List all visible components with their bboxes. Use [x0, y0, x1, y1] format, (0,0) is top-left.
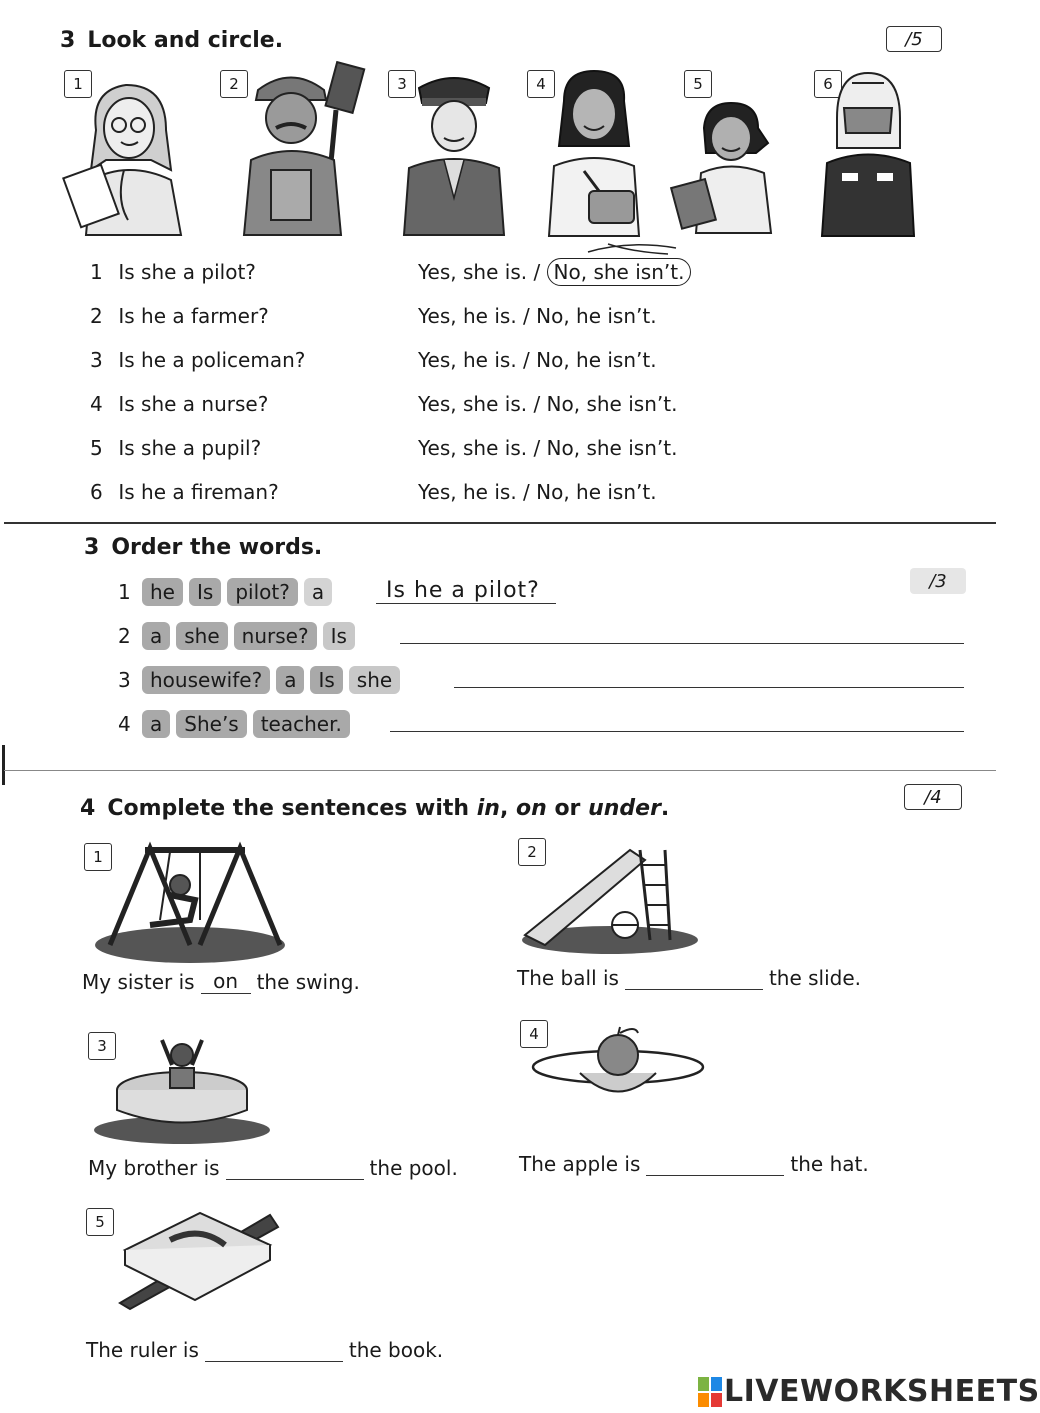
- liveworksheets-logo-icon: [698, 1377, 722, 1407]
- sentence-2-blank[interactable]: [625, 966, 763, 990]
- section1-score: /5: [886, 26, 942, 52]
- section2-number: 3: [84, 535, 100, 560]
- question-2-text: Is he a farmer?: [118, 304, 269, 328]
- answer-1: [418, 260, 691, 284]
- word-or: or: [546, 796, 589, 821]
- word-chip: teacher.: [253, 710, 350, 738]
- word-chip: housewife?: [142, 666, 270, 694]
- word-on: on: [516, 796, 547, 821]
- sentence-5-before: The ruler is: [86, 1338, 199, 1362]
- answer-6[interactable]: Yes, he is. / No, he isn’t.: [418, 480, 657, 504]
- section2-title: Order the words.: [111, 535, 323, 560]
- answer-1-no-circled[interactable]: No, she isn’t.: [547, 258, 692, 286]
- order-row-2-number: 2: [118, 624, 131, 648]
- order-answer-3[interactable]: [454, 662, 964, 688]
- word-chip: a: [304, 578, 332, 606]
- section1-number: 3: [60, 28, 76, 53]
- sentence-5: [86, 1338, 443, 1362]
- word-chip: Is: [189, 578, 221, 606]
- order-row-2: [118, 622, 361, 650]
- item-label-3: 3: [88, 1032, 116, 1060]
- brand-text: LIVEWORKSHEETS: [724, 1374, 1040, 1409]
- check-mark: [588, 242, 678, 256]
- picture-label-6: 6: [814, 70, 842, 98]
- word-chip: a: [276, 666, 304, 694]
- nurse-illustration: [66, 70, 191, 235]
- order-row-4-number: 4: [118, 712, 131, 736]
- sentence-2-after: the slide.: [768, 966, 862, 990]
- word-chip: she: [349, 666, 400, 694]
- sentence-2: [517, 966, 861, 990]
- item-label-2: 2: [518, 838, 546, 866]
- item-label-4: 4: [520, 1020, 548, 1048]
- section3-title-pre: Complete the sentences with: [107, 796, 477, 821]
- question-6: [90, 480, 279, 504]
- answer-2[interactable]: Yes, he is. / No, he isn’t.: [418, 304, 657, 328]
- word-in: in: [476, 796, 500, 821]
- word-chip: she: [176, 622, 227, 650]
- question-1-number: 1: [90, 260, 103, 284]
- order-row-3-number: 3: [118, 668, 131, 692]
- section3-number: 4: [80, 796, 96, 821]
- logo-block-blue: [711, 1377, 722, 1391]
- sentence-1: [82, 970, 360, 994]
- word-chip: a: [142, 622, 170, 650]
- comma: ,: [499, 796, 516, 821]
- section2-score: /3: [910, 568, 966, 594]
- divider-2: [4, 770, 996, 771]
- sentence-3-before: My brother is: [88, 1156, 220, 1180]
- question-2: [90, 304, 269, 328]
- section2-heading: [84, 535, 322, 560]
- slide-illustration: [520, 840, 700, 955]
- question-1-text: Is she a pilot?: [118, 260, 256, 284]
- item-label-1: 1: [84, 843, 112, 871]
- answer-5[interactable]: Yes, she is. / No, she isn’t.: [418, 436, 678, 460]
- sentence-4: [519, 1152, 869, 1176]
- book-ruler-illustration: [110, 1205, 280, 1310]
- pilot-illustration: [404, 68, 504, 235]
- question-4-text: Is she a nurse?: [118, 392, 269, 416]
- word-under: under: [588, 796, 661, 821]
- sentence-5-blank[interactable]: [205, 1338, 343, 1362]
- section1-heading: [60, 28, 283, 53]
- logo-block-red: [711, 1393, 722, 1407]
- question-3-number: 3: [90, 348, 103, 372]
- answer-4[interactable]: Yes, she is. / No, she isn’t.: [418, 392, 678, 416]
- section3-score: /4: [904, 784, 962, 810]
- question-5-number: 5: [90, 436, 103, 460]
- fireman-illustration: [822, 68, 914, 236]
- word-chip: Is: [310, 666, 342, 694]
- order-answer-2[interactable]: [400, 618, 964, 644]
- left-margin-mark: [2, 745, 5, 785]
- answer-1-yes[interactable]: Yes, she is. /: [418, 260, 541, 284]
- sentence-4-after: the hat.: [790, 1152, 869, 1176]
- sentence-3-after: the pool.: [369, 1156, 458, 1180]
- question-6-text: Is he a fireman?: [118, 480, 279, 504]
- word-chip: he: [142, 578, 183, 606]
- sentence-3-blank[interactable]: [226, 1156, 364, 1180]
- sentence-4-before: The apple is: [519, 1152, 641, 1176]
- question-3: [90, 348, 305, 372]
- word-chip: She’s: [176, 710, 246, 738]
- sentence-1-blank[interactable]: on: [201, 970, 251, 994]
- question-5-text: Is she a pupil?: [118, 436, 262, 460]
- period: .: [660, 796, 670, 821]
- sentence-3: [88, 1156, 458, 1180]
- section3-heading: [80, 796, 669, 821]
- order-answer-1[interactable]: Is he a pilot?: [376, 578, 556, 604]
- picture-label-4: 4: [527, 70, 555, 98]
- question-4-number: 4: [90, 392, 103, 416]
- word-chip: a: [142, 710, 170, 738]
- order-row-1: [118, 578, 338, 606]
- word-chip: nurse?: [234, 622, 317, 650]
- sentence-5-after: the book.: [348, 1338, 444, 1362]
- word-chip: pilot?: [227, 578, 298, 606]
- sentence-1-after: the swing.: [256, 970, 360, 994]
- logo-block-green: [698, 1377, 709, 1391]
- word-chip: Is: [323, 622, 355, 650]
- answer-3[interactable]: Yes, he is. / No, he isn’t.: [418, 348, 657, 372]
- picture-label-2: 2: [220, 70, 248, 98]
- picture-label-5: 5: [684, 70, 712, 98]
- picture-label-1: 1: [64, 70, 92, 98]
- picture-label-3: 3: [388, 70, 416, 98]
- cook-illustration: [544, 66, 644, 236]
- pupil-illustration: [676, 98, 786, 233]
- question-3-text: Is he a policeman?: [118, 348, 306, 372]
- pool-illustration: [92, 1030, 272, 1145]
- question-1: [90, 260, 256, 284]
- apple-hat-illustration: [530, 1025, 710, 1110]
- question-5: [90, 436, 261, 460]
- sentence-2-before: The ball is: [517, 966, 619, 990]
- item-label-5: 5: [86, 1208, 114, 1236]
- order-row-4: [118, 710, 356, 738]
- order-row-3: [118, 666, 406, 694]
- sentence-4-blank[interactable]: [646, 1152, 784, 1176]
- swing-illustration: [90, 840, 290, 965]
- farmer-illustration: [236, 60, 371, 235]
- section1-title: Look and circle.: [87, 28, 284, 53]
- question-4: [90, 392, 268, 416]
- brand-logo: [698, 1374, 1040, 1409]
- sentence-1-before: My sister is: [82, 970, 195, 994]
- order-answer-4[interactable]: [390, 706, 964, 732]
- order-row-1-number: 1: [118, 580, 131, 604]
- divider-1: [4, 522, 996, 524]
- question-6-number: 6: [90, 480, 103, 504]
- logo-block-orange: [698, 1393, 709, 1407]
- question-2-number: 2: [90, 304, 103, 328]
